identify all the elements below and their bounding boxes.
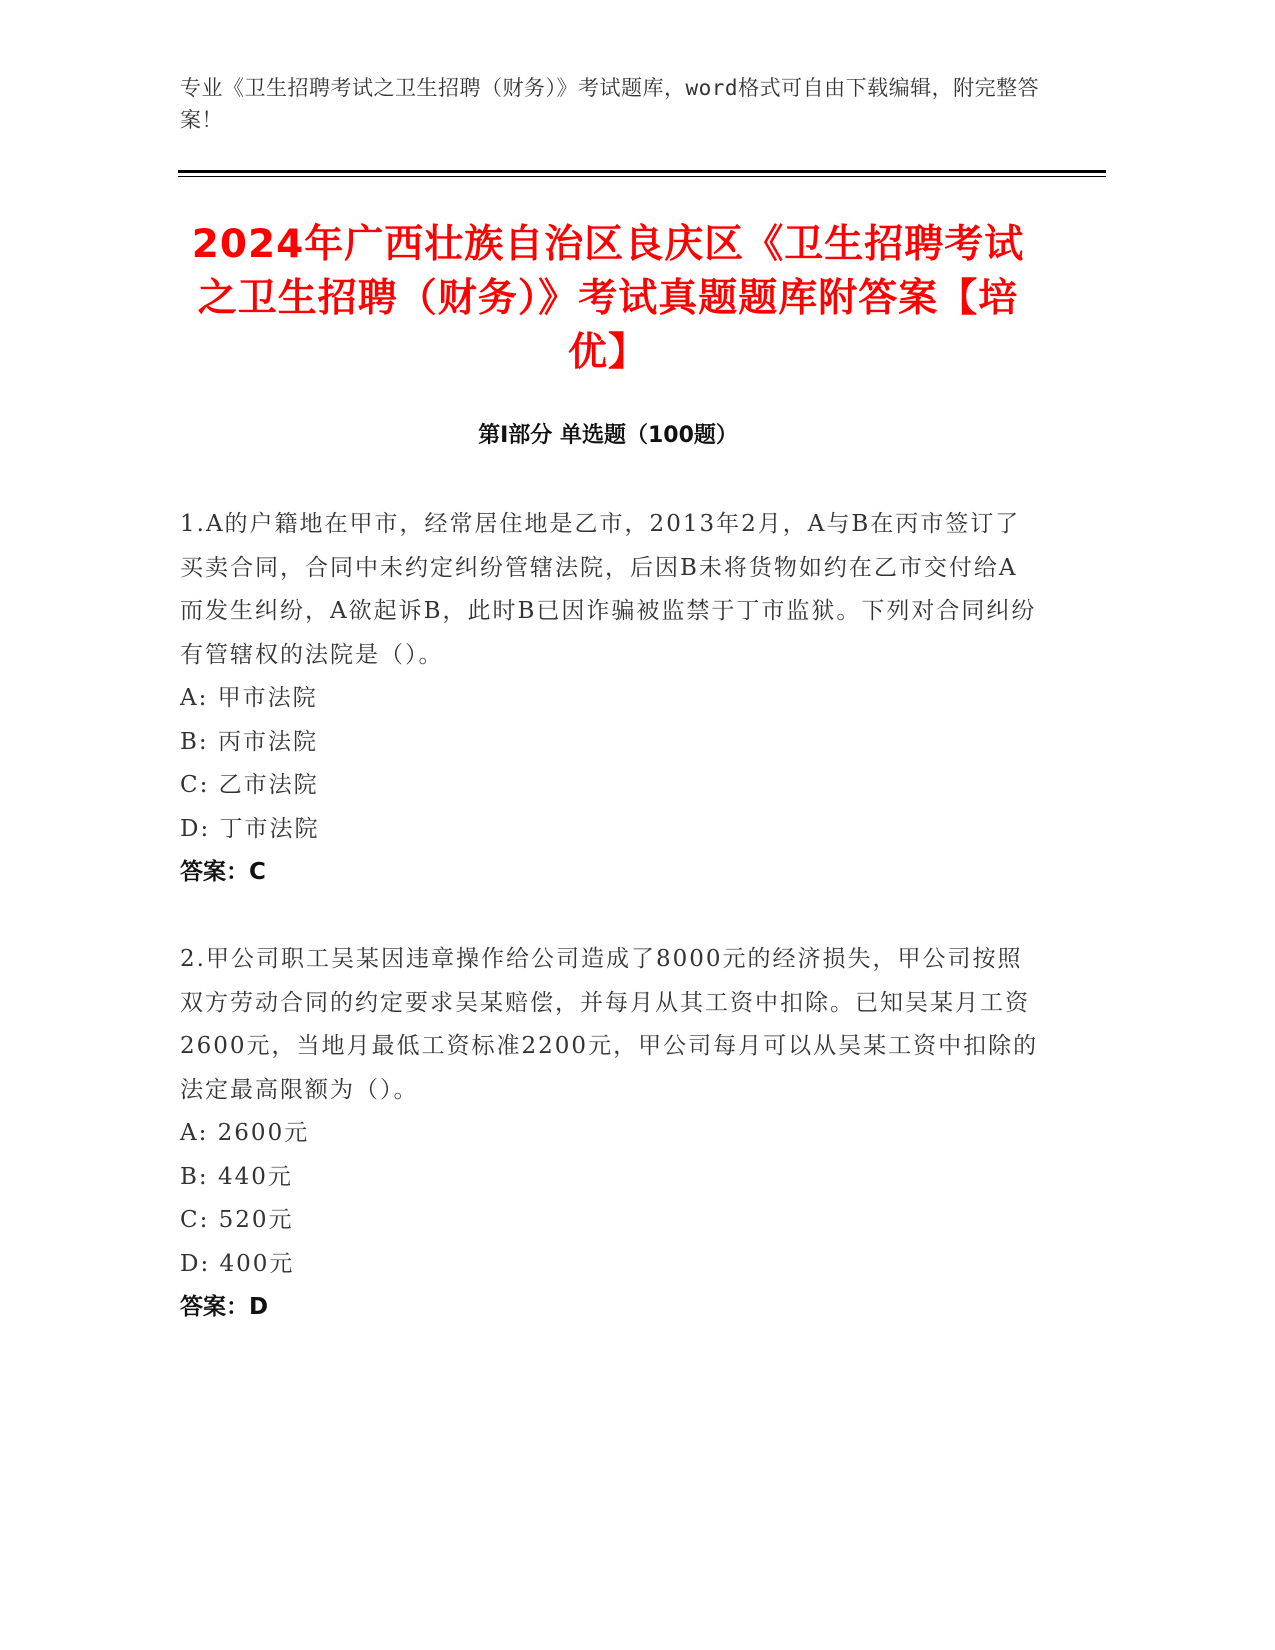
- section-title: 第I部分 单选题（100题）: [478, 423, 738, 448]
- option-c: C: 乙市法院: [180, 772, 319, 798]
- option-c: C: 520元: [180, 1207, 294, 1233]
- question-2: [180, 938, 1040, 1330]
- header-divider-thick: [178, 170, 1106, 173]
- option-d: D: 400元: [180, 1250, 295, 1277]
- answer: 答案：C: [180, 859, 266, 885]
- header-divider-thin: [178, 176, 1106, 177]
- answer: 答案：D: [180, 1294, 269, 1320]
- option-a: A: 甲市法院: [180, 685, 318, 711]
- option-b: B: 丙市法院: [180, 728, 318, 755]
- option-d: D: 丁市法院: [180, 815, 320, 842]
- question-1: [180, 503, 1040, 895]
- option-a: A: 2600元: [180, 1120, 310, 1146]
- question-stem: 1.A的户籍地在甲市，经常居住地是乙市，2013年2月，A与B在丙市签订了买卖合同，合同中未约定纠纷管辖法院，后因B未将货物如约在乙市交付给A而发生纠纷，A欲起诉B，此时B已因诈骗被监禁于丁市监狱。下列对合同纠纷有管辖权的法院是（）。: [180, 511, 1037, 668]
- document-title: 2024年广西壮族自治区良庆区《卫生招聘考试之卫生招聘（财务）》考试真题题库附答案【培优】: [191, 222, 1025, 375]
- question-stem: 2.甲公司职工吴某因违章操作给公司造成了8000元的经济损失，甲公司按照双方劳动合同的约定要求吴某赔偿，并每月从其工资中扣除。已知吴某月工资2600元，当地月最低工资标准2200元，甲公司每月可以从吴某工资中扣除的法定最高限额为（）。: [180, 946, 1039, 1103]
- option-b: B: 440元: [180, 1163, 293, 1190]
- header-note: 专业《卫生招聘考试之卫生招聘（财务）》考试题库，word格式可自由下载编辑，附完整答案！: [180, 76, 1040, 132]
